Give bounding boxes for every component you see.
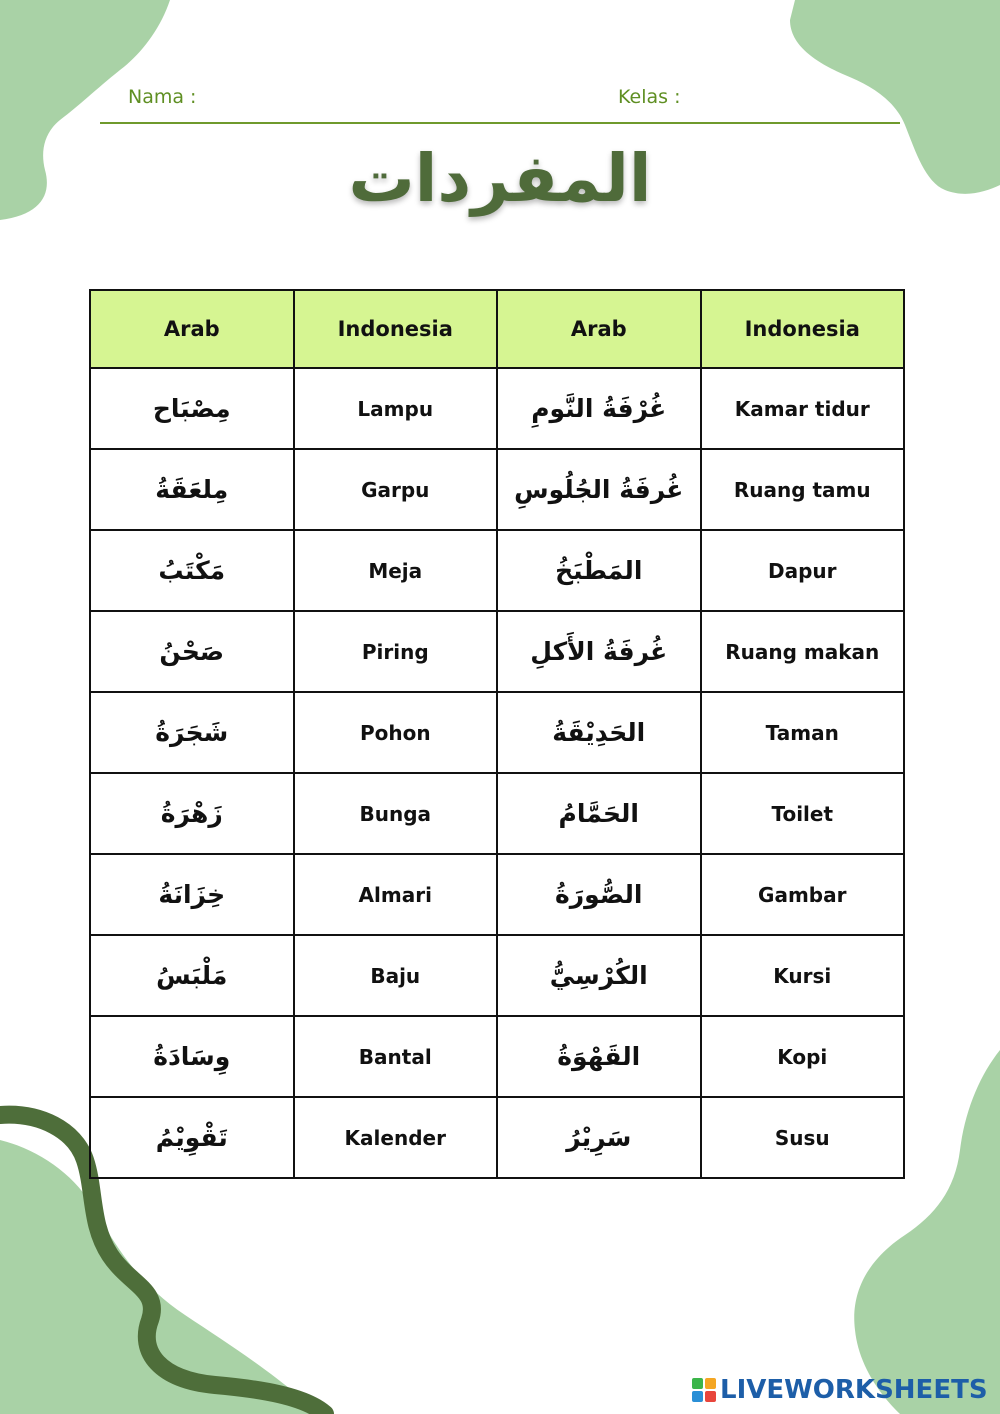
arab-word-cell: غُرفَةُ الجُلُوسِ (497, 449, 701, 530)
indonesian-word-cell: Bantal (294, 1016, 498, 1097)
page-title: المفردات (348, 140, 652, 217)
arab-word-cell: الصُّورَةُ (497, 854, 701, 935)
arab-word-cell: غُرفَةُ الأَكلِ (497, 611, 701, 692)
indonesian-word-cell: Almari (294, 854, 498, 935)
arab-word-cell: مَلْبَسُ (90, 935, 294, 1016)
indonesian-word-cell: Baju (294, 935, 498, 1016)
student-info-line (100, 86, 900, 124)
table-row (90, 935, 904, 1016)
indonesian-word-cell: Garpu (294, 449, 498, 530)
indonesian-word-cell: Kursi (701, 935, 905, 1016)
table-row (90, 854, 904, 935)
indonesian-word-cell: Toilet (701, 773, 905, 854)
arab-word-cell: وِسَادَةُ (90, 1016, 294, 1097)
header-indonesia-2: Indonesia (701, 290, 905, 368)
name-label: Nama : (128, 86, 197, 108)
arab-word-cell: مِلعَقَةُ (90, 449, 294, 530)
arab-word-cell: الحَمَّامُ (497, 773, 701, 854)
class-label: Kelas : (618, 86, 681, 108)
brand-name: LIVEWORKSHEETS (720, 1375, 988, 1405)
arab-word-cell: القَهْوَةُ (497, 1016, 701, 1097)
table-row (90, 692, 904, 773)
indonesian-word-cell: Kamar tidur (701, 368, 905, 449)
header-arab-1: Arab (90, 290, 294, 368)
arab-word-cell: مَكْتَبُ (90, 530, 294, 611)
indonesian-word-cell: Meja (294, 530, 498, 611)
indonesian-word-cell: Lampu (294, 368, 498, 449)
indonesian-word-cell: Pohon (294, 692, 498, 773)
indonesian-word-cell: Bunga (294, 773, 498, 854)
indonesian-word-cell: Piring (294, 611, 498, 692)
indonesian-word-cell: Ruang tamu (701, 449, 905, 530)
table-row (90, 773, 904, 854)
table-row (90, 449, 904, 530)
header-indonesia-1: Indonesia (294, 290, 498, 368)
indonesian-word-cell: Gambar (701, 854, 905, 935)
indonesian-word-cell: Taman (701, 692, 905, 773)
arab-word-cell: مِصْبَاح (90, 368, 294, 449)
arab-word-cell: خِزَانَةُ (90, 854, 294, 935)
arab-word-cell: الكُرْسِيُّ (497, 935, 701, 1016)
table-row (90, 530, 904, 611)
table-row (90, 1016, 904, 1097)
vocabulary-table (89, 289, 905, 1179)
arab-word-cell: المَطْبَخُ (497, 530, 701, 611)
arab-word-cell: شَجَرَةُ (90, 692, 294, 773)
arab-word-cell: غُرْفَةُ النَّومِ (497, 368, 701, 449)
table-row (90, 368, 904, 449)
indonesian-word-cell: Kopi (701, 1016, 905, 1097)
arab-word-cell: الحَدِيْقَةُ (497, 692, 701, 773)
indonesian-word-cell: Kalender (294, 1097, 498, 1178)
table-row (90, 1097, 904, 1178)
indonesian-word-cell: Ruang makan (701, 611, 905, 692)
arab-word-cell: سَرِيْرُ (497, 1097, 701, 1178)
indonesian-word-cell: Dapur (701, 530, 905, 611)
liveworksheets-brand[interactable] (692, 1374, 988, 1406)
arab-word-cell: صَحْنُ (90, 611, 294, 692)
indonesian-word-cell: Susu (701, 1097, 905, 1178)
liveworksheets-logo-icon (692, 1378, 716, 1402)
arab-word-cell: زَهْرَةُ (90, 773, 294, 854)
table-header-row (90, 290, 904, 368)
table-row (90, 611, 904, 692)
header-arab-2: Arab (497, 290, 701, 368)
arab-word-cell: تَقْوِيْمُ (90, 1097, 294, 1178)
